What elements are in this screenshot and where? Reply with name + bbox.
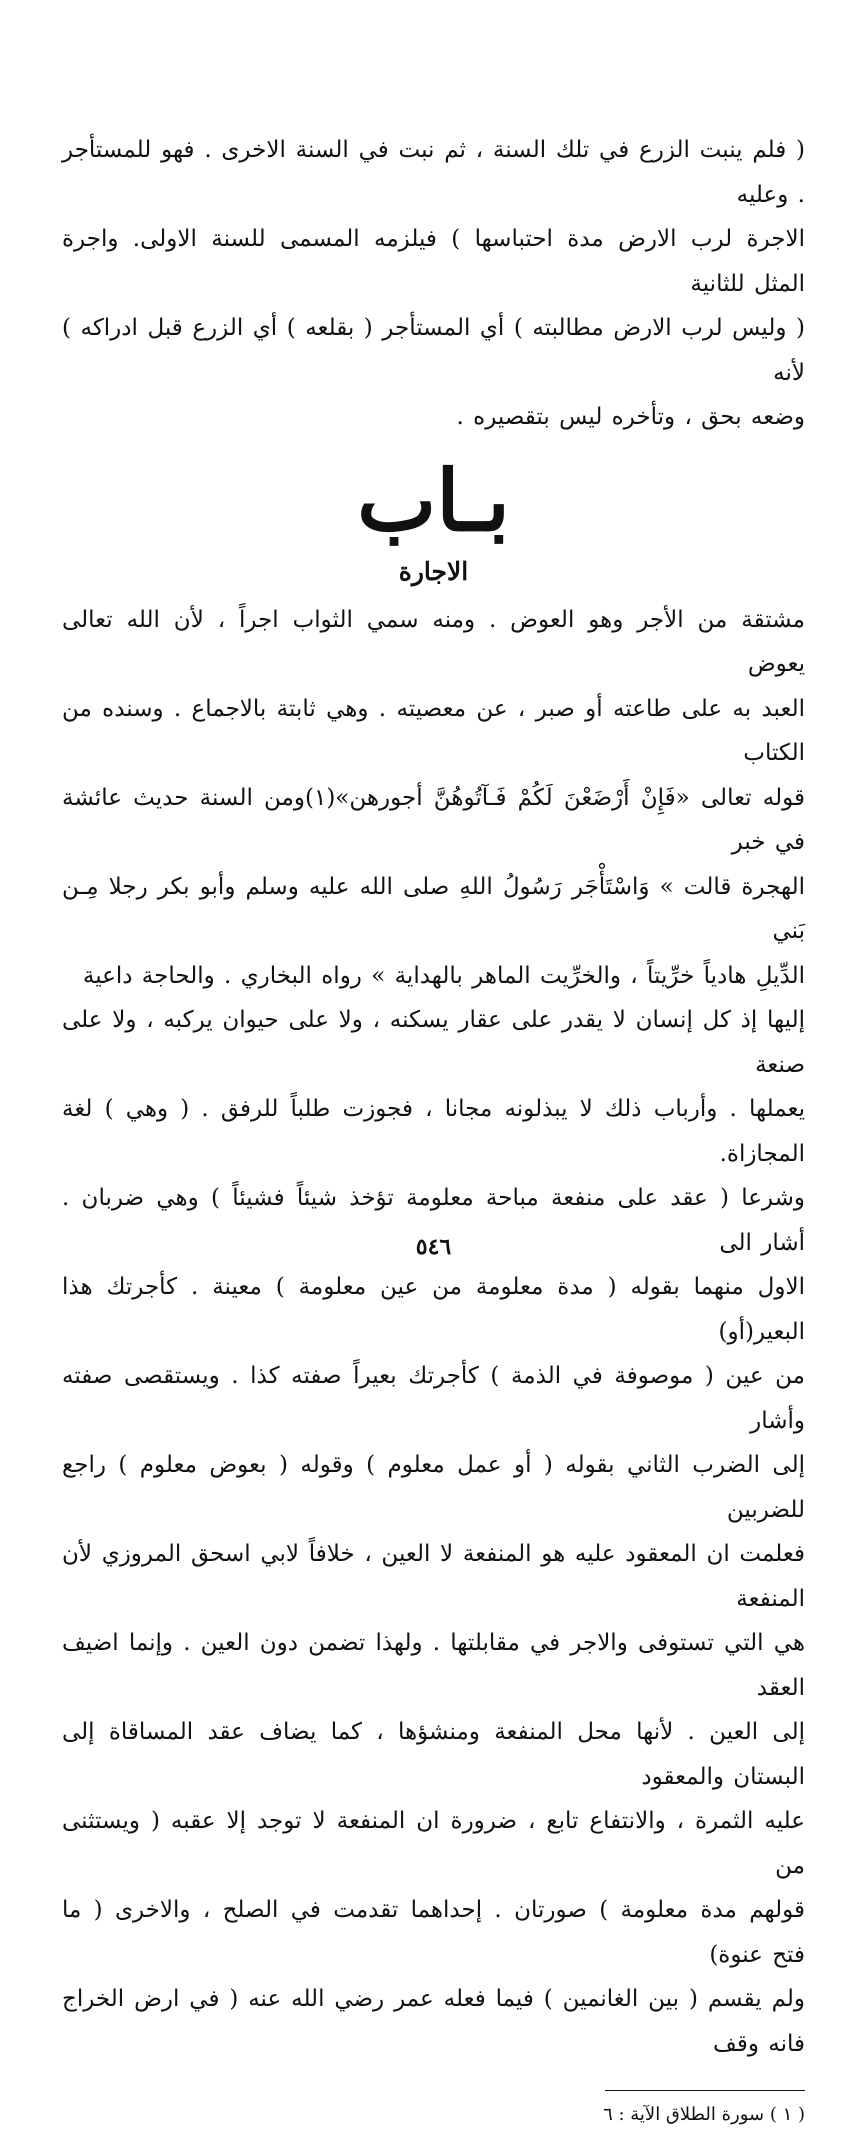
text-line: عليه الثمرة ، والانتفاع تابع ، ضرورة ان المنفعة لا توجد إلا عقبه ( ويستثنى من [62,1808,805,1879]
chapter-heading: بـاب [357,450,510,550]
text-line: إلى الضرب الثاني بقوله ( أو عمل معلوم ) وقوله ( بعوض معلوم ) راجع للضربين [62,1452,805,1523]
text-line: ( فلم ينبت الزرع في تلك السنة ، ثم نبت في السنة الاخرى . فهو للمستأجر . وعليه [62,137,805,208]
text-line: يعملها . وأرباب ذلك لا يبذلونه مجانا ، فجوزت طلباً للرفق . ( وهي ) لغة المجازاة. [62,1096,805,1167]
footnote: ( ١ ) سورة الطلاق الآية : ٦ [603,2104,805,2125]
text-line: إليها إذ كل إنسان لا يقدر على عقار يسكنه ، ولا على حيوان يركبه ، ولا على صنعة [62,1007,805,1078]
intro-paragraph [62,128,805,440]
text-line: قولهم مدة معلومة ) صورتان . إحداهما تقدمت في الصلح ، والاخرى ( ما فتح عنوة) [62,1897,805,1968]
text-line: ولم يقسم ( بين الغانمين ) فيما فعله عمر رضي الله عنه ( في ارض الخراج فانه وقف [62,1986,805,2057]
text-line: الدِّيلِ هادياً خرِّيتاً ، والخرِّيت الماهر بالهداية » رواه البخاري . والحاجة داعية [82,962,805,989]
text-line: العبد به على طاعته أو صبر ، عن معصيته . وهي ثابتة بالاجماع . وسنده من الكتاب [62,695,805,766]
text-line: الاجرة لرب الارض مدة احتباسها ) فيلزمه المسمى للسنة الاولى. واجرة المثل للثانية [62,226,805,297]
text-line: قوله تعالى «فَإِنْ أَرْضَعْنَ لَكُمْ فَـآتُوهُنَّ أجورهن»(١)ومن السنة حديث عائشة في خبر [62,784,805,855]
text-line: وشرعا ( عقد على منفعة مباحة معلومة تؤخذ شيئاً فشيئاً ) وهي ضربان . أشار الى [62,1185,805,1256]
text-line: وضعه بحق ، وتأخره ليس بتقصيره . [456,404,805,430]
chapter-heading-block [62,450,805,550]
text-line: فعلمت ان المعقود عليه هو المنفعة لا العين ، خلافاً لابي اسحق المروزي لأن المنفعة [62,1541,805,1612]
text-line: الهجرة قالت » وَاسْتَأْجَر رَسُولُ اللهِ صلى الله عليه وسلم وأبو بكر رجلا مِـن بَني [62,873,805,944]
page-number: ٥٤٦ [415,1234,452,1260]
section-title: الاجارة [398,556,469,586]
body-paragraph [62,598,805,2067]
text-line: إلى العين . لأنها محل المنفعة ومنشؤها ، كما يضاف عقد المساقاة إلى البستان والمعقود [62,1719,805,1790]
text-line: من عين ( موصوفة في الذمة ) كأجرتك بعيراً صفته كذا . ويستقصى صفته وأشار [62,1363,805,1434]
text-line: مشتقة من الأجر وهو العوض . ومنه سمي الثواب اجراً ، لأن الله تعالى يعوض [62,606,805,677]
text-line: الاول منهما بقوله ( مدة معلومة من عين معلومة ) معينة . كأجرتك هذا البعير(أو) [62,1274,805,1345]
footnote-divider [605,2090,805,2091]
text-line: هي التي تستوفى والاجر في مقابلتها . ولهذا تضمن دون العين . وإنما اضيف العقد [62,1630,805,1701]
text-line: ( وليس لرب الارض مطالبته ) أي المستأجر ( بقلعه ) أي الزرع قبل ادراكه ) لأنه [62,315,805,386]
